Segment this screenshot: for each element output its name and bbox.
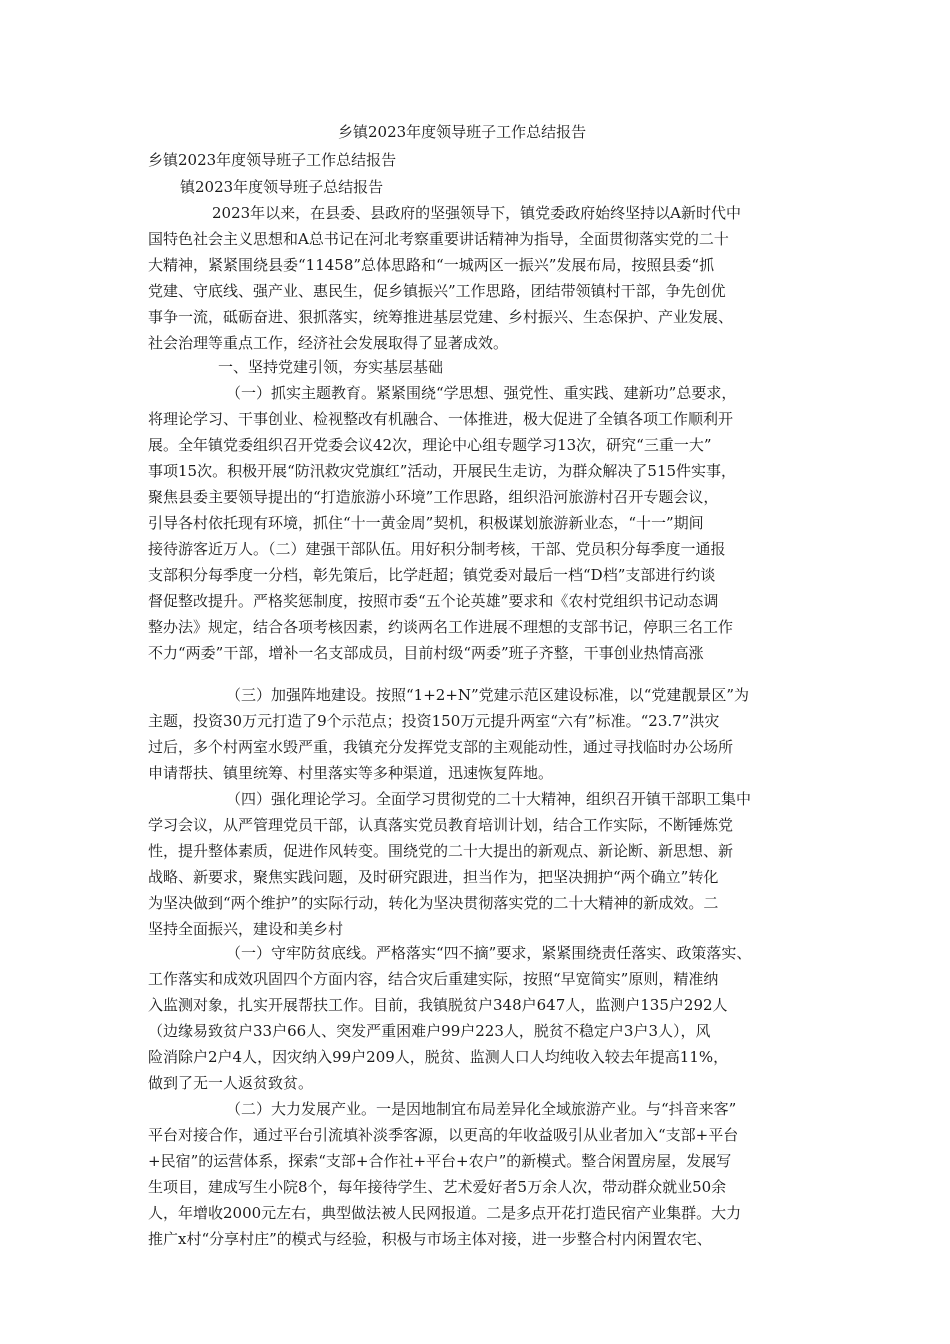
body-line: 推广x村“分享村庄”的模式与经验，积极与市场主体对接，进一步整合村内闲置农宅、 — [148, 1230, 712, 1248]
body-line: 国特色社会主义思想和A总书记在河北考察重要讲话精神为指导，全面贯彻落实党的二十 — [148, 230, 729, 248]
body-line: 学习会议，从严管理党员干部，认真落实党员教育培训计划，结合工作实际，不断锤炼党 — [148, 816, 734, 834]
body-line: 引导各村依托现有环境，抓住“十一黄金周”契机，积极谋划旅游新业态，“十一”期间 — [148, 514, 704, 532]
body-line: 聚焦县委主要领导提出的“打造旅游小环境”工作思路，组织沿河旅游村召开专题会议， — [148, 488, 719, 506]
body-line: 险消除户2户4人，因灾纳入99户209人，脱贫、监测人口人均纯收入较去年提高11%， — [148, 1048, 729, 1066]
body-line: （二）大力发展产业。一是因地制宜布局差异化全域旅游产业。与“抖音来客” — [226, 1100, 737, 1118]
body-line: 做到了无一人返贫致贫。 — [148, 1074, 314, 1092]
body-line: （边缘易致贫户33户66人、突发严重困难户99户223人，脱贫不稳定户3户3人），风 — [148, 1022, 711, 1040]
document-title: 乡镇2023年度领导班子工作总结报告 — [338, 123, 587, 141]
body-line: 不力“两委”干部，增补一名支部成员，目前村级“两委”班子齐整，干事创业热情高涨 — [148, 644, 704, 662]
body-line: 将理论学习、干事创业、检视整改有机融合、一体推进，极大促进了全镇各项工作顺利开 — [148, 410, 734, 428]
body-line: 申请帮扶、镇里统筹、村里落实等多种渠道，迅速恢复阵地。 — [148, 764, 554, 782]
body-line: 接待游客近万人。（二）建强干部队伍。用好积分制考核，干部、党员积分每季度一通报 — [148, 540, 726, 558]
body-line: +民宿”的运营体系，探索“支部+合作社+平台+农户”的新模式。整合闲置房屋，发展写 — [148, 1152, 732, 1170]
body-line: 事争一流，砥砺奋进、狠抓落实，统筹推进基层党建、乡村振兴、生态保护、产业发展、 — [148, 308, 734, 326]
body-line: 事项15次。积极开展“防汛救灾党旗红”活动，开展民生走访，为群众解决了515件实事， — [148, 462, 737, 480]
body-line: 性，提升整体素质，促进作风转变。围绕党的二十大提出的新观点、新论断、新思想、新 — [148, 842, 734, 860]
body-line: 为坚决做到“两个维护”的实际行动，转化为坚决贯彻落实党的二十大精神的新成效。二 — [148, 894, 719, 912]
body-line: 大精神，紧紧围绕县委“11458”总体思路和“一城两区一振兴”发展布局，按照县委“抓 — [148, 256, 715, 274]
body-line: 支部积分每季度一分档，彰先策后，比学赶超；镇党委对最后一档“D档”支部进行约谈 — [148, 566, 716, 584]
body-line: 展。全年镇党委组织召开党委会议42次，理论中心组专题学习13次，研究“三重一大” — [148, 436, 712, 454]
document-heading: 乡镇2023年度领导班子工作总结报告 — [148, 151, 397, 169]
body-line: 督促整改提升。严格奖惩制度，按照市委“五个论英雄”要求和《农村党组织书记动态调 — [148, 592, 719, 610]
body-line: 过后，多个村两室水毁严重，我镇充分发挥党支部的主观能动性，通过寻找临时办公场所 — [148, 738, 734, 756]
body-line: （三）加强阵地建设。按照“1+2+N”党建示范区建设标准，以“党建靓景区”为 — [226, 686, 750, 704]
body-line: 党建、守底线、强产业、惠民生，促乡镇振兴”工作思路，团结带领镇村干部，争先创优 — [148, 282, 726, 300]
body-line: 生项目，建成写生小院8个，每年接待学生、艺术爱好者5万余人次，带动群众就业50余 — [148, 1178, 727, 1196]
body-line: 人，年增收2000元左右，典型做法被人民网报道。二是多点开花打造民宿产业集群。大力 — [148, 1204, 742, 1222]
body-line: 入监测对象，扎实开展帮扶工作。目前，我镇脱贫户348户647人，监测户135户292人 — [148, 996, 728, 1014]
body-line: 整办法》规定，结合各项考核因素，约谈两名工作进展不理想的支部书记，停职三名工作 — [148, 618, 734, 636]
body-line: （四）强化理论学习。全面学习贯彻党的二十大精神，组织召开镇干部职工集中 — [226, 790, 752, 808]
body-line: 平台对接合作，通过平台引流填补淡季客源，以更高的年收益吸引从业者加入“支部+平台 — [148, 1126, 739, 1144]
section-heading: 一、坚持党建引领，夯实基层基础 — [218, 358, 444, 376]
body-line: 社会治理等重点工作，经济社会发展取得了显著成效。 — [148, 334, 509, 352]
body-line: 战略、新要求，聚焦实践问题，及时研究跟进，担当作为，把坚决拥护“两个确立”转化 — [148, 868, 719, 886]
body-line: 2023年以来，在县委、县政府的坚强领导下，镇党委政府始终坚持以A新时代中 — [212, 204, 742, 222]
body-line: 工作落实和成效巩固四个方面内容，结合灾后重建实际，按照“早宽简实”原则，精准纳 — [148, 970, 719, 988]
body-line: （一）抓实主题教育。紧紧围绕“学思想、强党性、重实践、建新功”总要求， — [226, 384, 737, 402]
document-subtitle: 镇2023年度领导班子总结报告 — [180, 178, 384, 196]
body-line: 坚持全面振兴，建设和美乡村 — [148, 920, 344, 938]
body-line: 主题，投资30万元打造了9个示范点；投资150万元提升两室“六有”标准。“23.7”洪灾 — [148, 712, 720, 730]
body-line: （一）守牢防贫底线。严格落实“四不摘”要求，紧紧围绕责任落实、政策落实、 — [226, 944, 752, 962]
